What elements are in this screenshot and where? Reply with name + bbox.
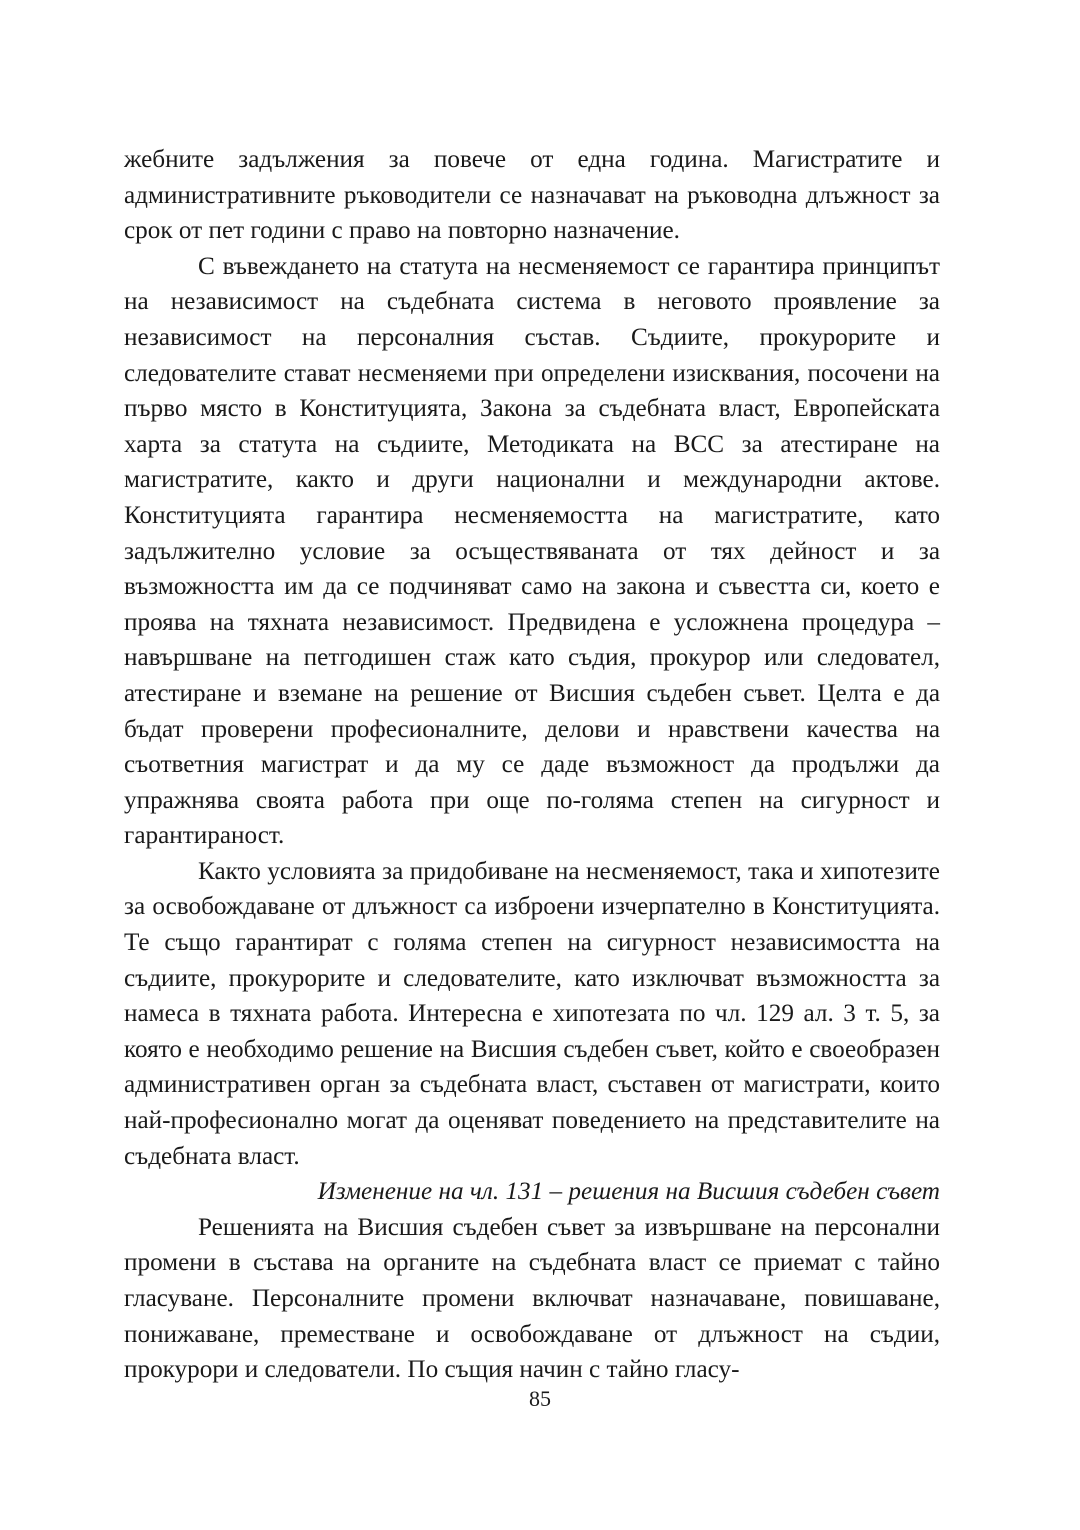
paragraph-dismissal-grounds: Както условията за придобиване на несменяемост, така и хипотезите за освобождаване от длъжност са изброени изчерпателно в Конституцията. Те също гарантират с голяма степен на сигурност независимостта на съдиите, прокурорите и следователите, като изключват възможността за намеса в тяхната работа. Интересна е хипотезата по чл. 129 ал. 3 т. 5, за която е необходимо решение на Висшия съдебен съвет, който е своеобразен административен орган за съдебната власт, съставен от магистрати, които най-професионално могат да оценяват поведението на представителите на съдебната власт. <box>124 857 940 1170</box>
section-heading: Изменение на чл. 131 – решения на Висшия съдебен съвет <box>317 1178 940 1206</box>
paragraph-irremovability: С въвеждането на статута на несменяемост се гарантира принципът на независимост на съдебната система в неговото проявление за независимост на персоналния състав. Съдиите, прокурорите и следователите стават несменяеми при определени изисквания, посочени на първо място в Конституцията, Закона за съдебната власт, Европейската харта за статута на съдиите, Методиката на ВСС за атестиране на магистратите, както и други национални и международни актове. Конституцията гарантира несменяемостта на магистратите, като задължително условие за осъществяваната от тях дейност и за възможността им да се подчиняват само на закона и съвестта си, което е проява на тяхната независимост. Предвидена е усложнена процедура – навършване на петгодишен стаж като съдия, прокурор или следовател, атестиране и вземане на решение от Висшия съдебен съвет. Целта е да бъдат проверени професионалните, делови и нравствени качества на съответния магистрат и да му се даде възможност да продължи да упражнява своята работа при още по-голяма степен на сигурност и гарантираност. <box>124 252 940 850</box>
paragraph-continuation: жебните задължения за повече от една година. Магистратите и административните ръководители се назначават на ръководна длъжност за срок от пет години с право на повторно назначение. <box>124 146 940 245</box>
paragraph-council-decisions: Решенията на Висшия съдебен съвет за извършване на персонални промени в състава на органите на съдебната власт се приемат с тайно гласуване. Персоналните промени включват назначаване, повишаване, понижаване, преместване и освобождаване от длъжност на съдии, прокурори и следователи. По същия начин с тайно гласу- <box>124 1213 940 1384</box>
document-page <box>124 142 940 1388</box>
page-number: 85 <box>529 1386 551 1411</box>
